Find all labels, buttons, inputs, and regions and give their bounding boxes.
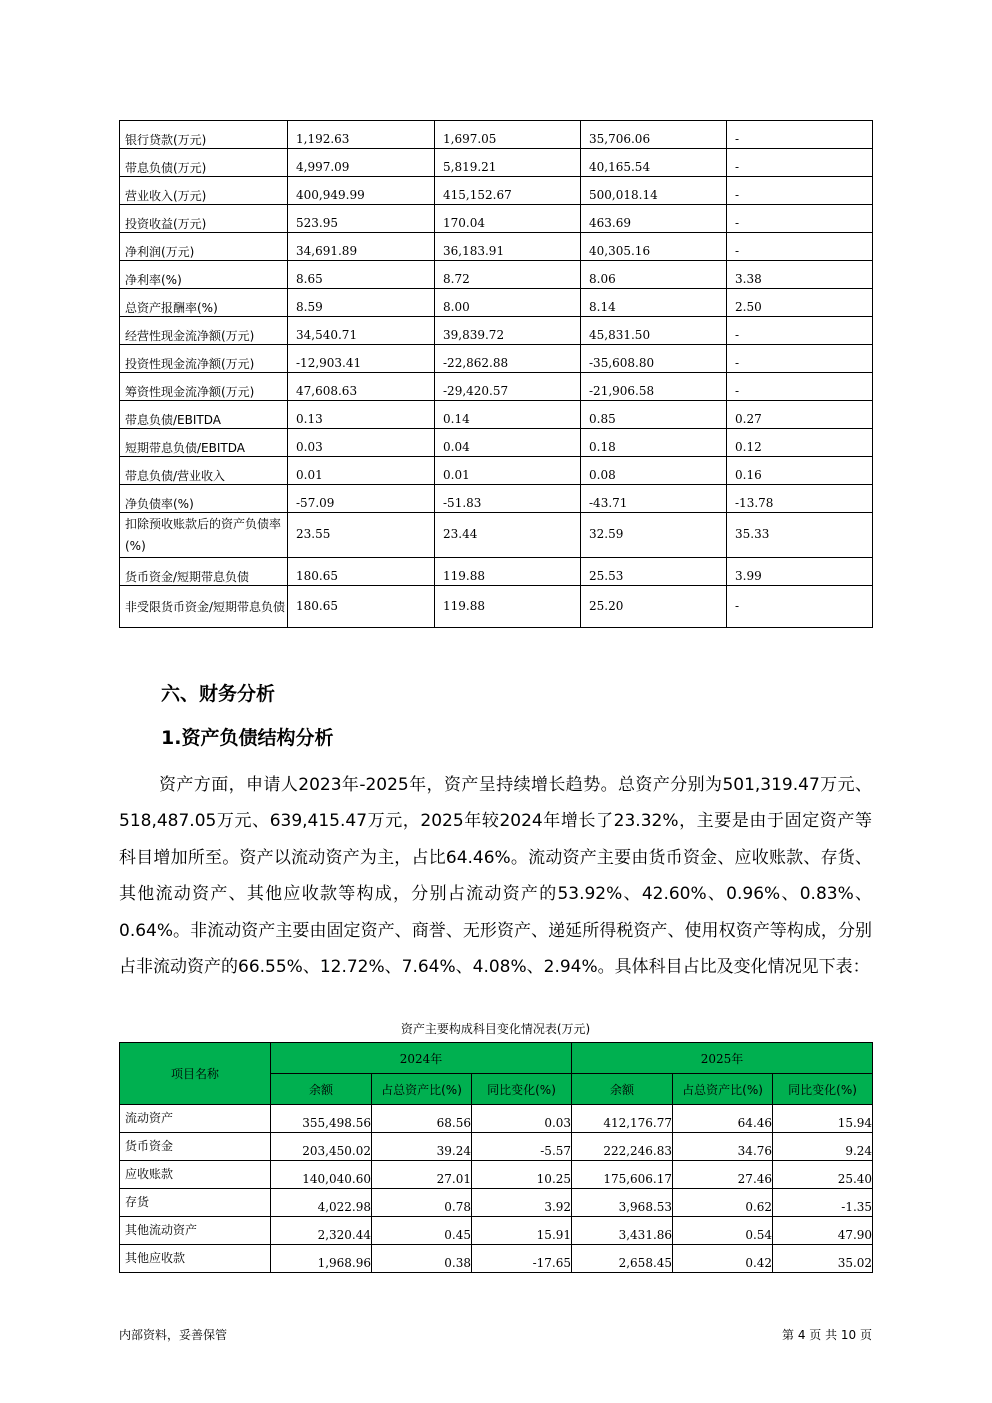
metrics-cell-v1: 34,540.71: [288, 317, 435, 345]
asset-cell-c4: 2,658.45: [572, 1245, 673, 1273]
metrics-row-label: 净负债率(%): [120, 485, 288, 513]
asset-cell-c1: 2,320.44: [271, 1217, 372, 1245]
asset-cell-c1: 355,498.56: [271, 1105, 372, 1133]
asset-row-name: 其他流动资产: [120, 1217, 271, 1245]
metrics-row-label: 总资产报酬率(%): [120, 289, 288, 317]
metrics-row-label: 货币资金/短期带息负债: [120, 558, 288, 586]
metrics-cell-v1: 523.95: [288, 205, 435, 233]
metrics-cell-v3: -21,906.58: [581, 373, 727, 401]
metrics-cell-v4: 0.12: [727, 429, 873, 457]
metrics-cell-v3: 8.14: [581, 289, 727, 317]
financial-metrics-table: [119, 120, 873, 628]
footer-confidential: 内部资料，妥善保管: [119, 1328, 228, 1342]
metrics-row: [120, 149, 873, 177]
asset-table-caption: 资产主要构成科目变化情况表(万元): [400, 1022, 591, 1036]
metrics-cell-v2: 119.88: [435, 558, 581, 586]
metrics-cell-v2: 8.72: [435, 261, 581, 289]
year-2025-header: 2025年: [572, 1043, 873, 1074]
asset-cell-c6: 25.40: [773, 1161, 873, 1189]
asset-row: [120, 1217, 873, 1245]
metrics-cell-v1: 8.65: [288, 261, 435, 289]
asset-cell-c3: 3.92: [472, 1189, 572, 1217]
metrics-row: [120, 289, 873, 317]
sub-header-yoy: 同比变化(%): [472, 1074, 572, 1105]
metrics-cell-v1: 8.59: [288, 289, 435, 317]
metrics-cell-v2: -29,420.57: [435, 373, 581, 401]
asset-cell-c2: 27.01: [372, 1161, 472, 1189]
metrics-cell-v2: 5,819.21: [435, 149, 581, 177]
metrics-row-label: 经营性现金流净额(万元): [120, 317, 288, 345]
asset-cell-c5: 34.76: [673, 1133, 773, 1161]
asset-row-name: 货币资金: [120, 1133, 271, 1161]
metrics-cell-v4: -: [727, 373, 873, 401]
metrics-cell-v4: -: [727, 205, 873, 233]
metrics-row: [120, 233, 873, 261]
metrics-cell-v1: 0.03: [288, 429, 435, 457]
asset-row-name: 流动资产: [120, 1105, 271, 1133]
metrics-cell-v2: 415,152.67: [435, 177, 581, 205]
metrics-table-body: [120, 121, 873, 628]
asset-cell-c4: 222,246.83: [572, 1133, 673, 1161]
metrics-cell-v2: 1,697.05: [435, 121, 581, 149]
metrics-cell-v4: -: [727, 121, 873, 149]
metrics-cell-v1: 400,949.99: [288, 177, 435, 205]
asset-cell-c6: 15.94: [773, 1105, 873, 1133]
metrics-cell-v1: -57.09: [288, 485, 435, 513]
asset-cell-c5: 0.42: [673, 1245, 773, 1273]
metrics-row: [120, 513, 873, 558]
metrics-cell-v4: 3.99: [727, 558, 873, 586]
metrics-cell-v3: 32.59: [581, 513, 727, 558]
metrics-cell-v1: -12,903.41: [288, 345, 435, 373]
metrics-row-label: 带息负债/EBITDA: [120, 401, 288, 429]
asset-cell-c4: 412,176.77: [572, 1105, 673, 1133]
sub-header-balance: 余额: [271, 1074, 372, 1105]
asset-cell-c3: 10.25: [472, 1161, 572, 1189]
metrics-cell-v3: 0.08: [581, 457, 727, 485]
metrics-cell-v4: -: [727, 345, 873, 373]
metrics-row: [120, 401, 873, 429]
metrics-cell-v4: -: [727, 233, 873, 261]
metrics-cell-v2: 170.04: [435, 205, 581, 233]
section-heading: 六、财务分析: [161, 683, 276, 705]
metrics-cell-v1: 180.65: [288, 586, 435, 628]
metrics-row-label: 带息负债(万元): [120, 149, 288, 177]
footer-page-number: 第 4 页 共 10 页: [782, 1328, 872, 1342]
sub-header-balance: 余额: [572, 1074, 673, 1105]
asset-cell-c1: 203,450.02: [271, 1133, 372, 1161]
metrics-row-label: 带息负债/营业收入: [120, 457, 288, 485]
metrics-cell-v2: 0.01: [435, 457, 581, 485]
asset-cell-c4: 3,431.86: [572, 1217, 673, 1245]
metrics-row-label: 扣除预收账款后的资产负债率(%): [120, 513, 288, 558]
metrics-cell-v4: 2.50: [727, 289, 873, 317]
metrics-cell-v3: 8.06: [581, 261, 727, 289]
metrics-row: [120, 373, 873, 401]
asset-row-name: 存货: [120, 1189, 271, 1217]
metrics-cell-v4: -: [727, 149, 873, 177]
year-2024-header: 2024年: [271, 1043, 572, 1074]
metrics-row: [120, 485, 873, 513]
metrics-cell-v4: -: [727, 586, 873, 628]
metrics-cell-v1: 23.55: [288, 513, 435, 558]
asset-row: [120, 1245, 873, 1273]
metrics-cell-v3: 35,706.06: [581, 121, 727, 149]
asset-table-body: [120, 1105, 873, 1273]
metrics-row-label: 短期带息负债/EBITDA: [120, 429, 288, 457]
metrics-cell-v2: 0.14: [435, 401, 581, 429]
asset-cell-c4: 3,968.53: [572, 1189, 673, 1217]
asset-cell-c2: 39.24: [372, 1133, 472, 1161]
metrics-cell-v2: 119.88: [435, 586, 581, 628]
asset-cell-c3: 0.03: [472, 1105, 572, 1133]
metrics-row: [120, 205, 873, 233]
asset-cell-c5: 0.62: [673, 1189, 773, 1217]
metrics-cell-v1: 4,997.09: [288, 149, 435, 177]
metrics-cell-v4: 0.27: [727, 401, 873, 429]
asset-cell-c2: 68.56: [372, 1105, 472, 1133]
asset-cell-c5: 27.46: [673, 1161, 773, 1189]
metrics-row: [120, 558, 873, 586]
metrics-cell-v3: -35,608.80: [581, 345, 727, 373]
metrics-row-label: 筹资性现金流净额(万元): [120, 373, 288, 401]
metrics-cell-v3: 45,831.50: [581, 317, 727, 345]
metrics-cell-v3: 25.53: [581, 558, 727, 586]
metrics-cell-v4: 35.33: [727, 513, 873, 558]
asset-cell-c5: 0.54: [673, 1217, 773, 1245]
metrics-cell-v3: 40,165.54: [581, 149, 727, 177]
item-name-header: 项目名称: [120, 1043, 271, 1105]
sub-header-share: 占总资产比(%): [673, 1074, 773, 1105]
metrics-cell-v2: -51.83: [435, 485, 581, 513]
asset-cell-c2: 0.45: [372, 1217, 472, 1245]
asset-cell-c1: 140,040.60: [271, 1161, 372, 1189]
metrics-row: [120, 429, 873, 457]
sub-header-yoy: 同比变化(%): [773, 1074, 873, 1105]
metrics-cell-v3: -43.71: [581, 485, 727, 513]
metrics-cell-v2: 0.04: [435, 429, 581, 457]
metrics-row-label: 营业收入(万元): [120, 177, 288, 205]
metrics-cell-v1: 47,608.63: [288, 373, 435, 401]
metrics-cell-v1: 0.13: [288, 401, 435, 429]
metrics-row-label: 非受限货币资金/短期带息负债: [120, 586, 288, 628]
asset-composition-table: [119, 1042, 873, 1273]
metrics-cell-v1: 180.65: [288, 558, 435, 586]
asset-row-name: 应收账款: [120, 1161, 271, 1189]
asset-cell-c3: 15.91: [472, 1217, 572, 1245]
metrics-cell-v4: 3.38: [727, 261, 873, 289]
asset-cell-c6: -1.35: [773, 1189, 873, 1217]
metrics-cell-v3: 0.85: [581, 401, 727, 429]
subsection-heading: 1.资产负债结构分析: [161, 727, 334, 749]
metrics-cell-v3: 25.20: [581, 586, 727, 628]
asset-row: [120, 1133, 873, 1161]
metrics-row-label: 投资性现金流净额(万元): [120, 345, 288, 373]
metrics-cell-v3: 463.69: [581, 205, 727, 233]
asset-cell-c3: -5.57: [472, 1133, 572, 1161]
metrics-row-label: 银行贷款(万元): [120, 121, 288, 149]
metrics-cell-v4: -: [727, 177, 873, 205]
metrics-cell-v3: 40,305.16: [581, 233, 727, 261]
sub-header-share: 占总资产比(%): [372, 1074, 472, 1105]
metrics-row: [120, 345, 873, 373]
metrics-row-label: 投资收益(万元): [120, 205, 288, 233]
metrics-cell-v3: 0.18: [581, 429, 727, 457]
metrics-row: [120, 261, 873, 289]
metrics-row-label: 净利率(%): [120, 261, 288, 289]
metrics-cell-v2: 36,183.91: [435, 233, 581, 261]
asset-cell-c2: 0.38: [372, 1245, 472, 1273]
metrics-cell-v2: 23.44: [435, 513, 581, 558]
metrics-cell-v4: 0.16: [727, 457, 873, 485]
metrics-row: [120, 317, 873, 345]
asset-cell-c1: 4,022.98: [271, 1189, 372, 1217]
metrics-cell-v1: 1,192.63: [288, 121, 435, 149]
metrics-row-label: 净利润(万元): [120, 233, 288, 261]
metrics-row: [120, 457, 873, 485]
asset-cell-c1: 1,968.96: [271, 1245, 372, 1273]
asset-cell-c6: 47.90: [773, 1217, 873, 1245]
asset-row: [120, 1105, 873, 1133]
asset-row: [120, 1161, 873, 1189]
metrics-row: [120, 121, 873, 149]
metrics-cell-v4: -: [727, 317, 873, 345]
metrics-row: [120, 586, 873, 628]
asset-cell-c6: 9.24: [773, 1133, 873, 1161]
metrics-cell-v2: 8.00: [435, 289, 581, 317]
asset-row-name: 其他应收款: [120, 1245, 271, 1273]
metrics-cell-v1: 0.01: [288, 457, 435, 485]
analysis-paragraph: 资产方面，申请人2023年-2025年，资产呈持续增长趋势。总资产分别为501,319.47万元、518,487.05万元、639,415.47万元，2025年较2024年增长了23.32%，主要是由于固定资产等科目增加所至。资产以流动资产为主，占比64.46%。流动资产主要由货币资金、应收账款、存货、其他流动资产、其他应收款等构成，分别占流动资产的53.92%、42.60%、0.96%、0.83%、0.64%。非流动资产主要由固定资产、商誉、无形资产、递延所得税资产、使用权资产等构成，分别占非流动资产的66.55%、12.72%、7.64%、4.08%、2.94%。具体科目占比及变化情况见下表：: [119, 775, 872, 978]
metrics-cell-v2: 39,839.72: [435, 317, 581, 345]
metrics-row: [120, 177, 873, 205]
metrics-cell-v4: -13.78: [727, 485, 873, 513]
metrics-cell-v3: 500,018.14: [581, 177, 727, 205]
metrics-cell-v1: 34,691.89: [288, 233, 435, 261]
asset-row: [120, 1189, 873, 1217]
asset-cell-c3: -17.65: [472, 1245, 572, 1273]
asset-cell-c2: 0.78: [372, 1189, 472, 1217]
metrics-cell-v2: -22,862.88: [435, 345, 581, 373]
asset-cell-c6: 35.02: [773, 1245, 873, 1273]
asset-cell-c4: 175,606.17: [572, 1161, 673, 1189]
asset-cell-c5: 64.46: [673, 1105, 773, 1133]
